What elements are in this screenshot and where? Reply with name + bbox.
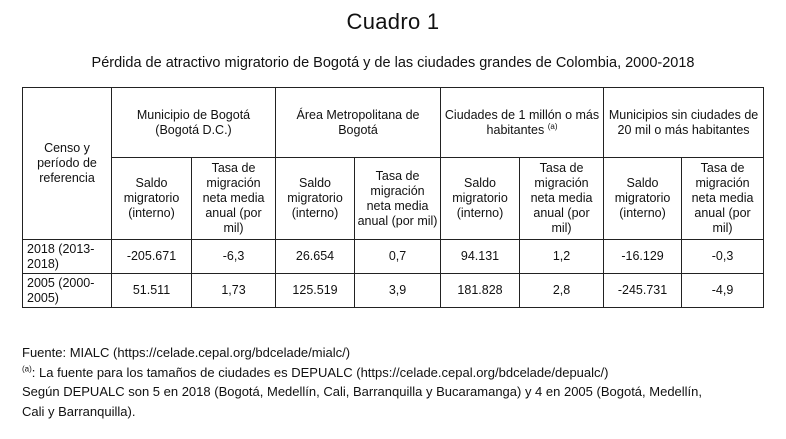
notes-block — [22, 343, 772, 421]
row-header-cell: Censo y período de referencia — [23, 88, 112, 240]
table-title: Cuadro 1 — [346, 9, 440, 34]
subheader-saldo: Saldo migratorio (interno) — [112, 158, 192, 240]
subheader-saldo: Saldo migratorio (interno) — [441, 158, 520, 240]
group-header-label: Ciudades de 1 millón o más habitantes — [444, 107, 600, 137]
table-cell: 2,8 — [520, 274, 604, 308]
migration-table — [22, 87, 764, 308]
source-note: Fuente: MIALC (https://celade.cepal.org/bdcelade/mialc/) — [22, 345, 351, 360]
table-cell: 0,7 — [355, 240, 441, 274]
table-row — [23, 240, 764, 274]
subheader-saldo: Saldo migratorio (interno) — [604, 158, 682, 240]
row-label: 2018 (2013-2018) — [23, 240, 112, 274]
group-header-ciudades-millon — [441, 88, 604, 158]
table-cell: 51.511 — [112, 274, 192, 308]
note-line: Cali y Barranquilla). — [22, 403, 136, 419]
table-subtitle: Pérdida de atractivo migratorio de Bogotá y de las ciudades grandes de Colombia, 2000-2018 — [91, 55, 695, 71]
table-cell: 125.519 — [276, 274, 355, 308]
table-cell: -0,3 — [682, 240, 764, 274]
group-header-municipios-sin-ciudades — [604, 88, 764, 158]
group-header-bogota — [112, 88, 276, 158]
group-header-area-metropolitana — [276, 88, 441, 158]
table-row — [23, 274, 764, 308]
footnote-text: : La fuente para los tamaños de ciudades es DEPUALC (https://celade.cepal.org/bdcelade/depualc/) — [31, 364, 609, 380]
subheader-tasa: Tasa de migración neta media anual (por mil) — [520, 158, 604, 240]
table-cell: -16.129 — [604, 240, 682, 274]
note-line: Según DEPUALC son 5 en 2018 (Bogotá, Medellín, Cali, Barranquilla y Bucaramanga) y 4 en 2005 (Bogotá, Medellín, — [22, 384, 703, 399]
subheader-tasa: Tasa de migración neta media anual (por mil) — [682, 158, 764, 240]
table-cell: -4,9 — [682, 274, 764, 308]
table-cell: -6,3 — [192, 240, 276, 274]
footnote-line — [22, 363, 772, 383]
subheader-saldo: Saldo migratorio (interno) — [276, 158, 355, 240]
subheader-tasa: Tasa de migración neta media anual (por mil) — [192, 158, 276, 240]
table-cell: 181.828 — [441, 274, 520, 308]
footnote-marker: (a) — [547, 121, 558, 131]
table-cell: -205.671 — [112, 240, 192, 274]
table-cell: 3,9 — [355, 274, 441, 308]
subheader-tasa: Tasa de migración neta media anual (por mil) — [355, 158, 441, 240]
group-header-label: Municipios sin ciudades de 20 mil o más habitantes — [608, 107, 759, 137]
row-label: 2005 (2000-2005) — [23, 274, 112, 308]
group-header-label: Área Metropolitana de Bogotá — [296, 107, 420, 137]
group-header-label: Municipio de Bogotá (Bogotá D.C.) — [136, 107, 251, 137]
table-cell: 94.131 — [441, 240, 520, 274]
footnote-marker: (a) — [22, 364, 32, 374]
table-cell: 1,73 — [192, 274, 276, 308]
table-cell: 1,2 — [520, 240, 604, 274]
table-cell: 26.654 — [276, 240, 355, 274]
table-cell: -245.731 — [604, 274, 682, 308]
